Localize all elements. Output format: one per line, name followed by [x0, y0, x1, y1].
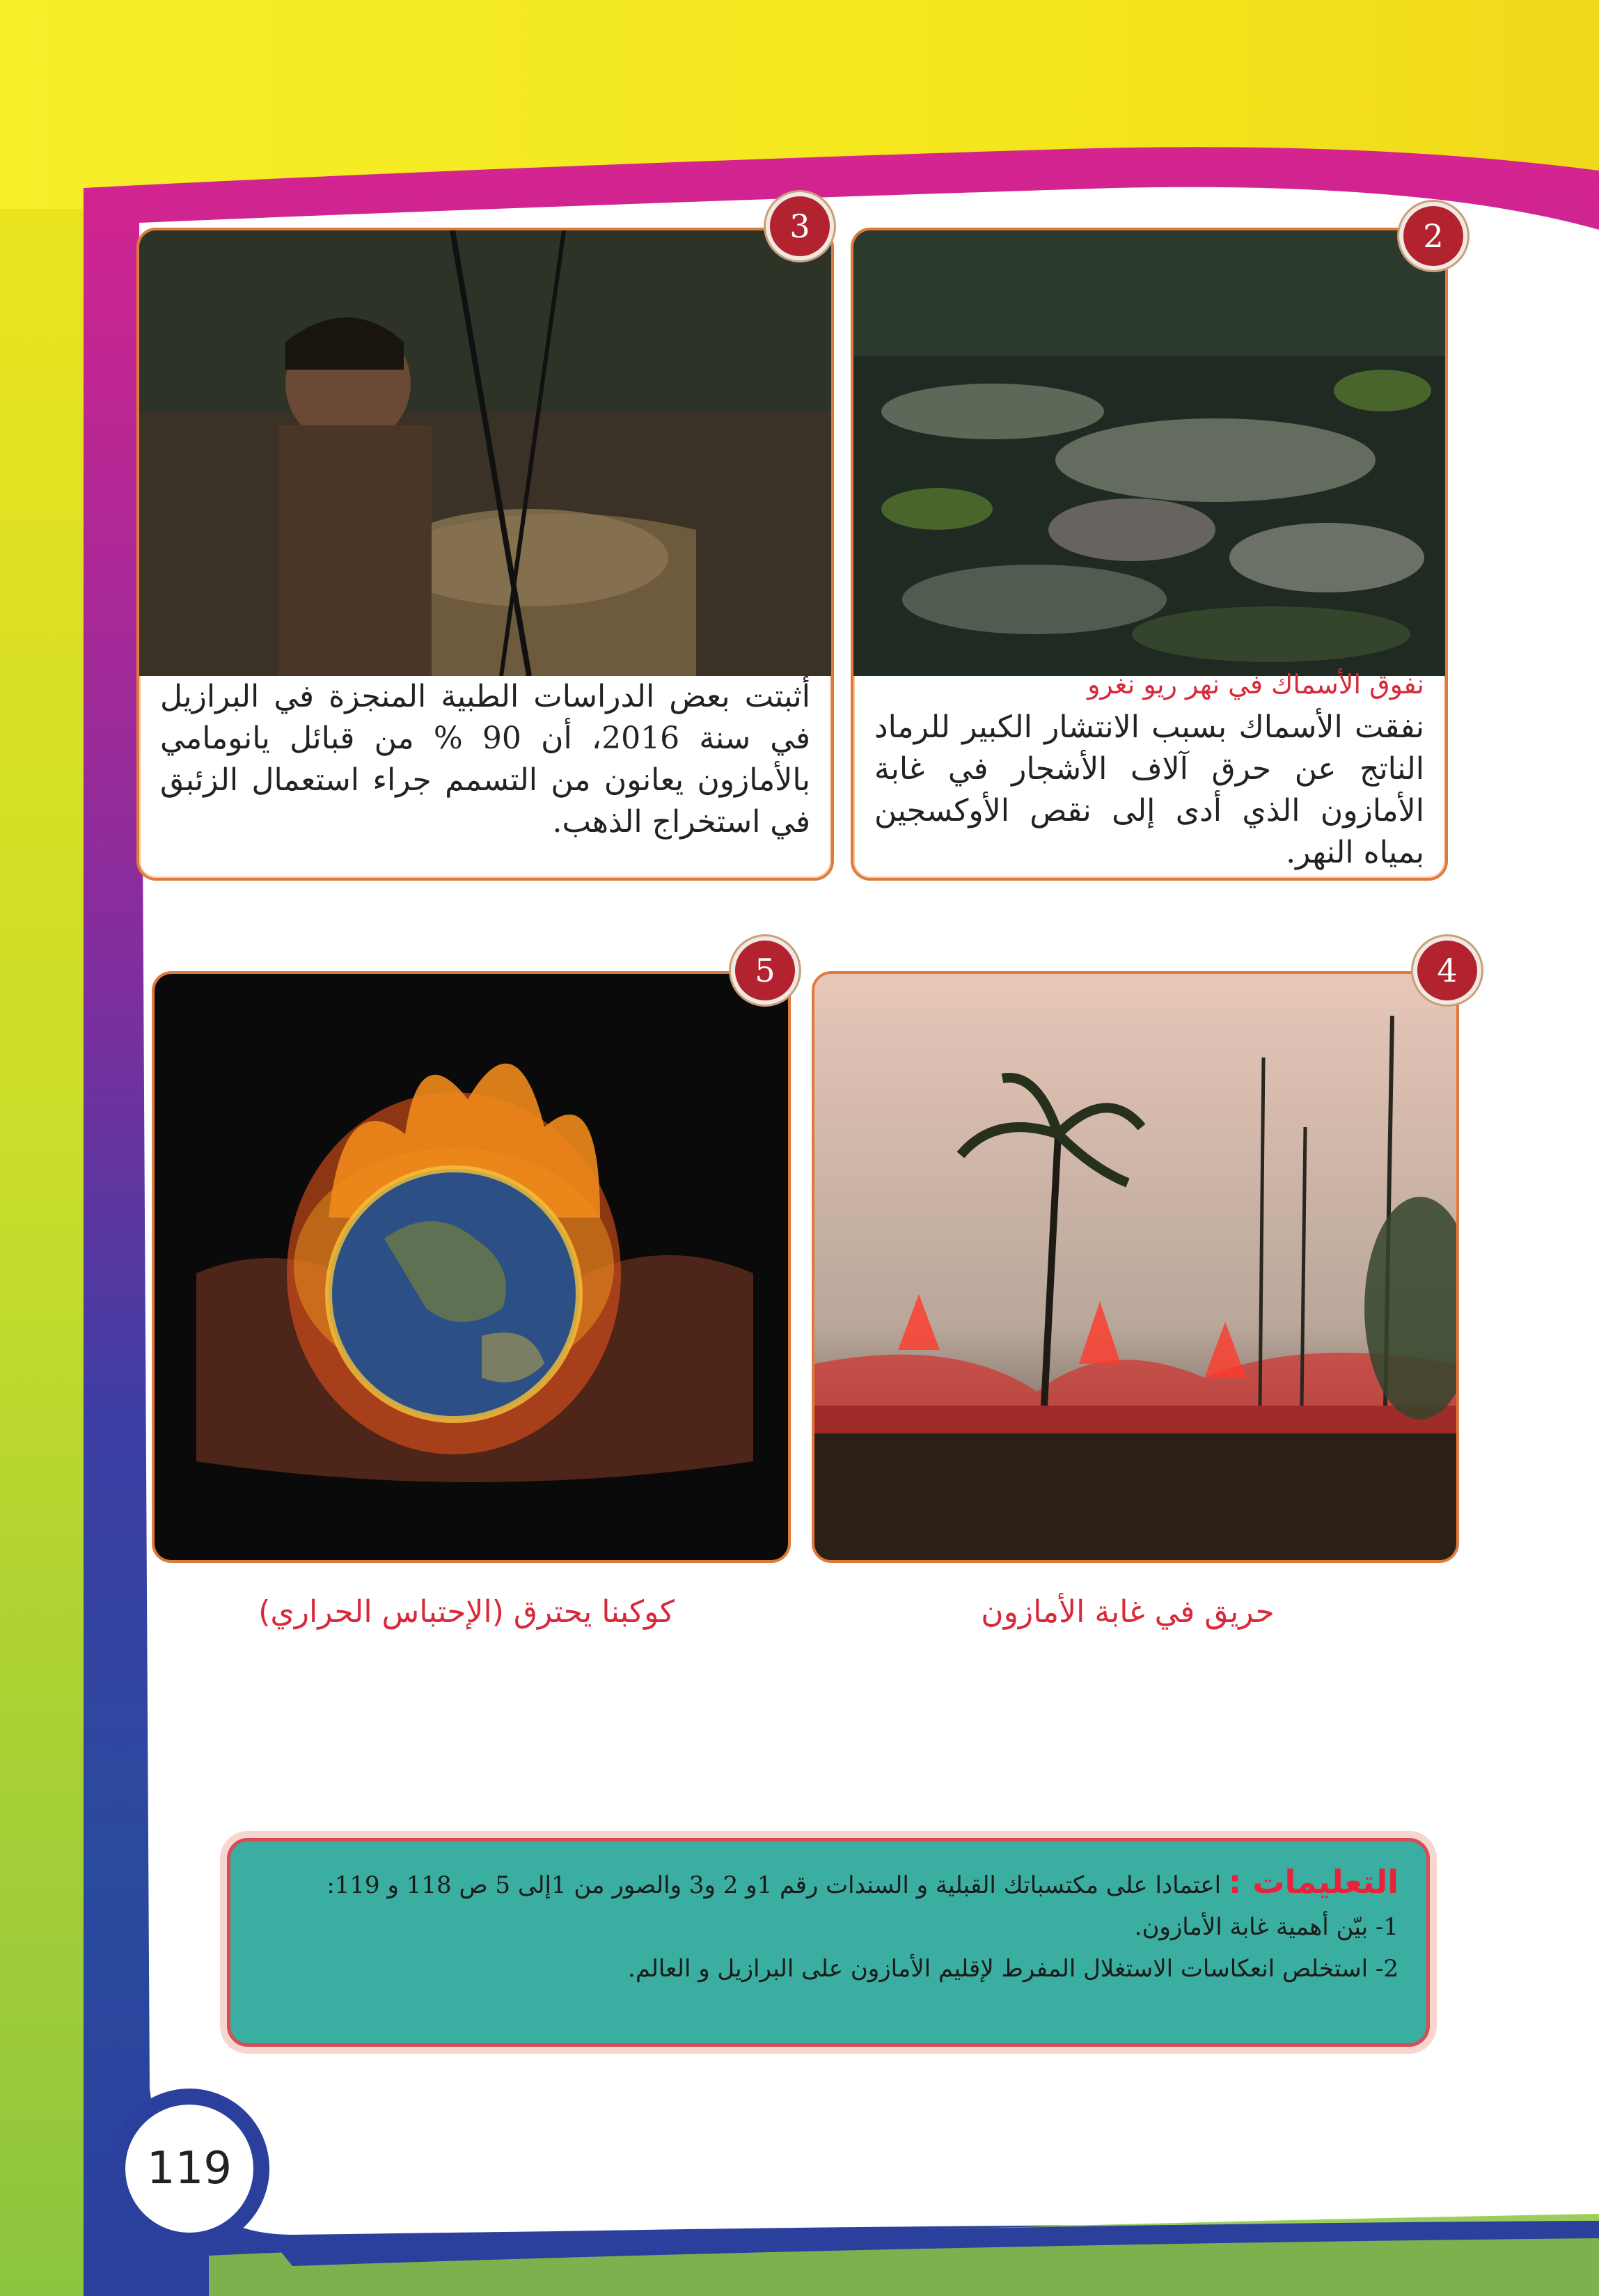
- photo-yanomami-mining: [139, 230, 831, 676]
- badge-document-3: 3: [766, 192, 834, 260]
- badge-document-4: 4: [1413, 936, 1481, 1005]
- page-number: 119: [146, 2143, 233, 2194]
- caption-amazon-fire: حريق في غابة الأمازون: [981, 1594, 1275, 1630]
- instructions-title: التعليمات :: [1228, 1863, 1399, 1901]
- card-text: نفقت الأسماك بسبب الانتشار الكبير للرماد الناتج عن حرق آلاف الأشجار في غابة الأمازون الذي أدى إلى نقص الأوكسجين بمياه النهر.: [874, 709, 1424, 870]
- card-amazon-fire: [812, 971, 1459, 1563]
- card-text: أثبتت بعض الدراسات الطبية المنجزة في البرازيل في سنة 2016، أن 90 % من قبائل يانومامي بالأمازون يعانون من التسمم جراء استعمال الزئبق في استخراج الذهب.: [160, 679, 811, 840]
- caption-box-mercury: [139, 663, 831, 878]
- card-mercury-poisoning: [136, 228, 834, 881]
- badge-document-2: 2: [1399, 202, 1467, 270]
- card-dead-fish: [851, 228, 1448, 881]
- card-burning-planet: [152, 971, 791, 1563]
- instructions-box: [227, 1838, 1430, 2047]
- photo-burning-earth-in-hand: [155, 974, 788, 1560]
- photo-amazon-forest-fire: [814, 974, 1456, 1560]
- caption-burning-planet: كوكبنا يحترق (الإحتباس الحراري): [258, 1594, 675, 1630]
- instructions-intro-line: [258, 1861, 1399, 1906]
- card-title: نفوق الأسماك في نهر ريو نغرو: [1087, 669, 1424, 700]
- instructions-intro: اعتمادا على مكتسباتك القبلية و السندات رقم 1و 2 و3 والصور من 1إلى 5 ص 118 و 119:: [326, 1871, 1222, 1899]
- instruction-item-1: 1- بيّن أهمية غابة الأمازون.: [1134, 1913, 1399, 1941]
- caption-box-dead-fish: [853, 656, 1445, 878]
- badge-document-5: 5: [731, 936, 799, 1005]
- photo-dead-fish-river: [853, 230, 1445, 676]
- instruction-item-2: 2- استخلص انعكاسات الاستغلال المفرط لإقليم الأمازون على البرازيل و العالم.: [628, 1955, 1399, 1983]
